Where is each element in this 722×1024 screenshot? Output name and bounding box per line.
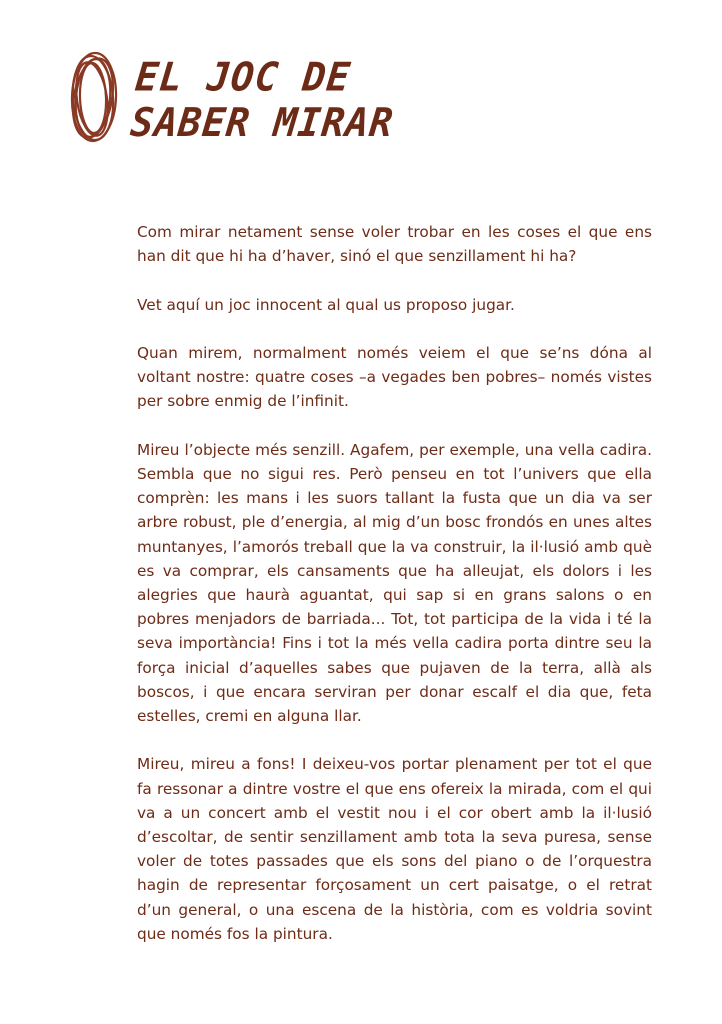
title-line-2: SABER MIRAR [128, 99, 396, 146]
title-line-1: EL JOC DE [133, 54, 353, 100]
paragraph-3: Quan mirem, normalment només veiem el que se’ns dóna al voltant nostre: quatre coses –a vegades ben pobres– només vistes per sobre enmig de l’infinit. [137, 343, 652, 411]
page-title [128, 54, 400, 146]
paragraph-2: Vet aquí un joc innocent al qual us proposo jugar. [137, 295, 515, 314]
paragraph-1: Com mirar netament sense voler trobar en les coses el que ens han dit que hi ha d’haver, sinó el que senzillament hi ha? [137, 223, 652, 266]
title-block [66, 50, 486, 150]
hand-drawn-circle-icon [66, 50, 120, 146]
paragraph-5: Mireu, mireu a fons! I deixeu-vos portar plenament per tot el que fa ressonar a dintre vostre el que ens ofereix la mirada, com el qui va a un concert amb el vestit nou i el cor obert amb la il·lusió d’escoltar, de sentir senzillament amb tota la seva puresa, sense voler de totes passades que els sons del piano o de l’orquestra hagin de representar forçosament un cert paisatge, o el retrat d’un general, o una escena de la història, com es voldria sovint que només fos la pintura. [137, 755, 652, 943]
article-body [137, 220, 652, 970]
paragraph-4: Mireu l’objecte més senzill. Agafem, per exemple, una vella cadira. Sembla que no sigui res. Però penseu en tot l’univers que ella comprèn: les mans i les suors tallant la fusta que un dia va ser arbre robust, ple d’energia, al mig d’un bosc frondós en unes altes muntanyes, l’amorós treball que la va construir, la il·lusió amb què es va comprar, els cansaments que ha alleujat, els dolors i les alegries que haurà aguantat, qui sap si en grans salons o en pobres menjadors de barriada... Tot, tot participa de la vida i té la seva importància! Fins i tot la més vella cadira porta dintre seu la força inicial d’aquelles sabes que pujaven de la terra, allà als boscos, i que encara serviran per donar escalf el dia que, feta estelles, cremi en alguna llar. [137, 440, 652, 726]
